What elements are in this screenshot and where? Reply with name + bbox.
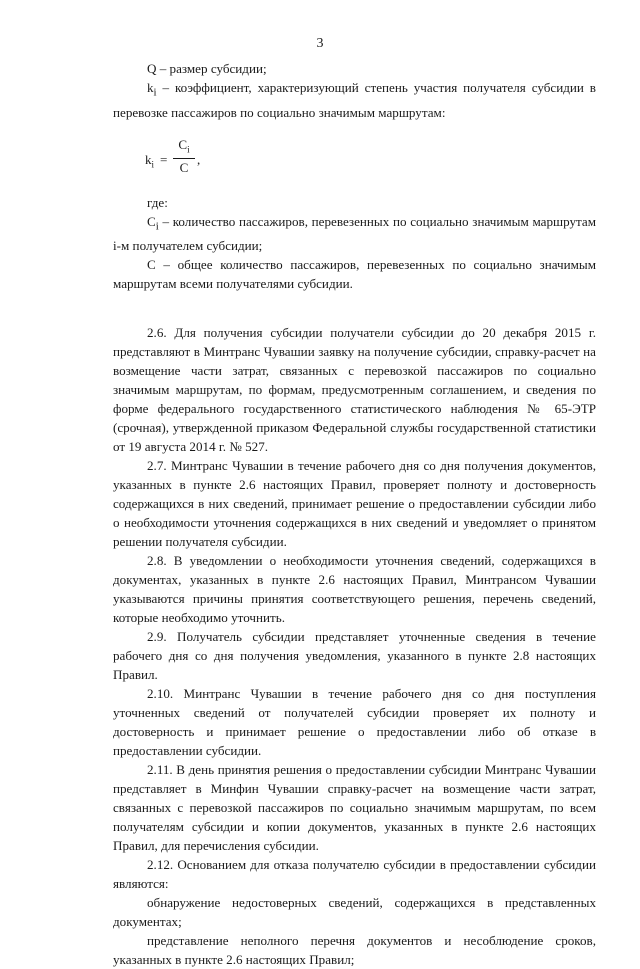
paragraph-2-9: 2.9. Получатель субсидии представляет уточненные сведения в течение рабочего дня со дня получения уведомления, указанного в пункте 2.8 настоящих Правил. <box>113 629 596 683</box>
where-label: где: <box>147 194 168 210</box>
paragraph-2-7: 2.7. Минтранс Чувашии в течение рабочего дня со дня получения документов, указанных в пункте 2.6 настоящих Правил, проверяет полноту и достоверность содержащихся в них сведений, принимает решение о предоставлении субсидии либо о необходимости уточнения содержащихся в них сведений и уведомляет о принятом решении получателя субсидии. <box>113 458 596 550</box>
paragraph-2-8: 2.8. В уведомлении о необходимости уточнения сведений, содержащихся в документах, указанных в пункте 2.6 настоящих Правил, Минтрансом Чувашии указываются причины принятия соответствующего решения, перечень сведений, которые необходимо уточнить. <box>113 553 596 626</box>
formula-comma: , <box>197 151 201 167</box>
paragraph-2-12-item-2: представление неполного перечня документов и несоблюдение сроков, указанных в пункте 2.6 настоящих Правил; <box>113 933 596 968</box>
formula-lhs: $k_i$ <box>145 151 155 170</box>
document-body <box>113 59 596 969</box>
k-description: – коэффициент, характеризующий степень участия получателя субсидии в перевозке пассажиров по социально значимым маршрутам: <box>113 80 596 120</box>
ci-symbol: C <box>147 213 156 229</box>
ci-subscript: i <box>155 220 159 233</box>
definition-c: С – общее количество пассажиров, перевезенных по социально значимым маршрутам всеми получателями субсидии. <box>113 257 596 292</box>
ci-description: – количество пассажиров, перевезенных по социально значимым маршрутам i-м получателем субсидии; <box>113 213 596 254</box>
k-subscript: i <box>153 86 157 99</box>
formula-denominator: C <box>179 160 189 176</box>
paragraph-2-11: 2.11. В день принятия решения о предоставлении субсидии Минтранс Чувашии представляет в Минфин Чувашии справку-расчет на возмещение части затрат, связанных с перевозкой пассажиров по социально значимым маршрутам, по всем получателям субсидии и копии документов, указанных в пункте 2.6 настоящих Правил, для перечисления субсидии. <box>113 762 596 854</box>
page-number: 3 <box>316 36 324 51</box>
paragraph-2-6: 2.6. Для получения субсидии получатели субсидии до 20 декабря 2015 г. представляют в Минтранс Чувашии заявку на получение субсидии, справку-расчет на возмещение части затрат, связанных с перевозкой пассажиров по социально значимым маршрутам, по формам, предусмотренным соглашением, и сведения по форме федерального государственного статистического наблюдения № 65-ЭТР (срочная), утвержденной приказом Федеральной службы государственной статистики от 19 августа 2014 г. № 527. <box>113 325 596 455</box>
paragraph-2-10: 2.10. Минтранс Чувашии в течение рабочего дня со дня поступления уточненных сведений от получателей субсидии проверяет их полноту и достоверность и принимает решение о предоставлении либо об отказе в предоставлении субсидии. <box>113 686 596 759</box>
formula-fraction <box>173 137 195 177</box>
paragraph-2-12-item-1: обнаружение недостоверных сведений, содержащихся в представленных документах; <box>113 895 596 930</box>
formula-equals: = <box>160 151 168 167</box>
k-symbol: k <box>147 80 154 95</box>
formula-numerator: $C_i$ <box>173 137 195 160</box>
definition-k <box>113 78 596 122</box>
definition-ci <box>113 212 596 256</box>
coefficient-formula <box>113 137 596 183</box>
paragraph-2-12: 2.12. Основанием для отказа получателю субсидии в предоставлении субсидии являются: <box>113 857 596 892</box>
definition-q: Q – размер субсидии; <box>147 61 267 76</box>
